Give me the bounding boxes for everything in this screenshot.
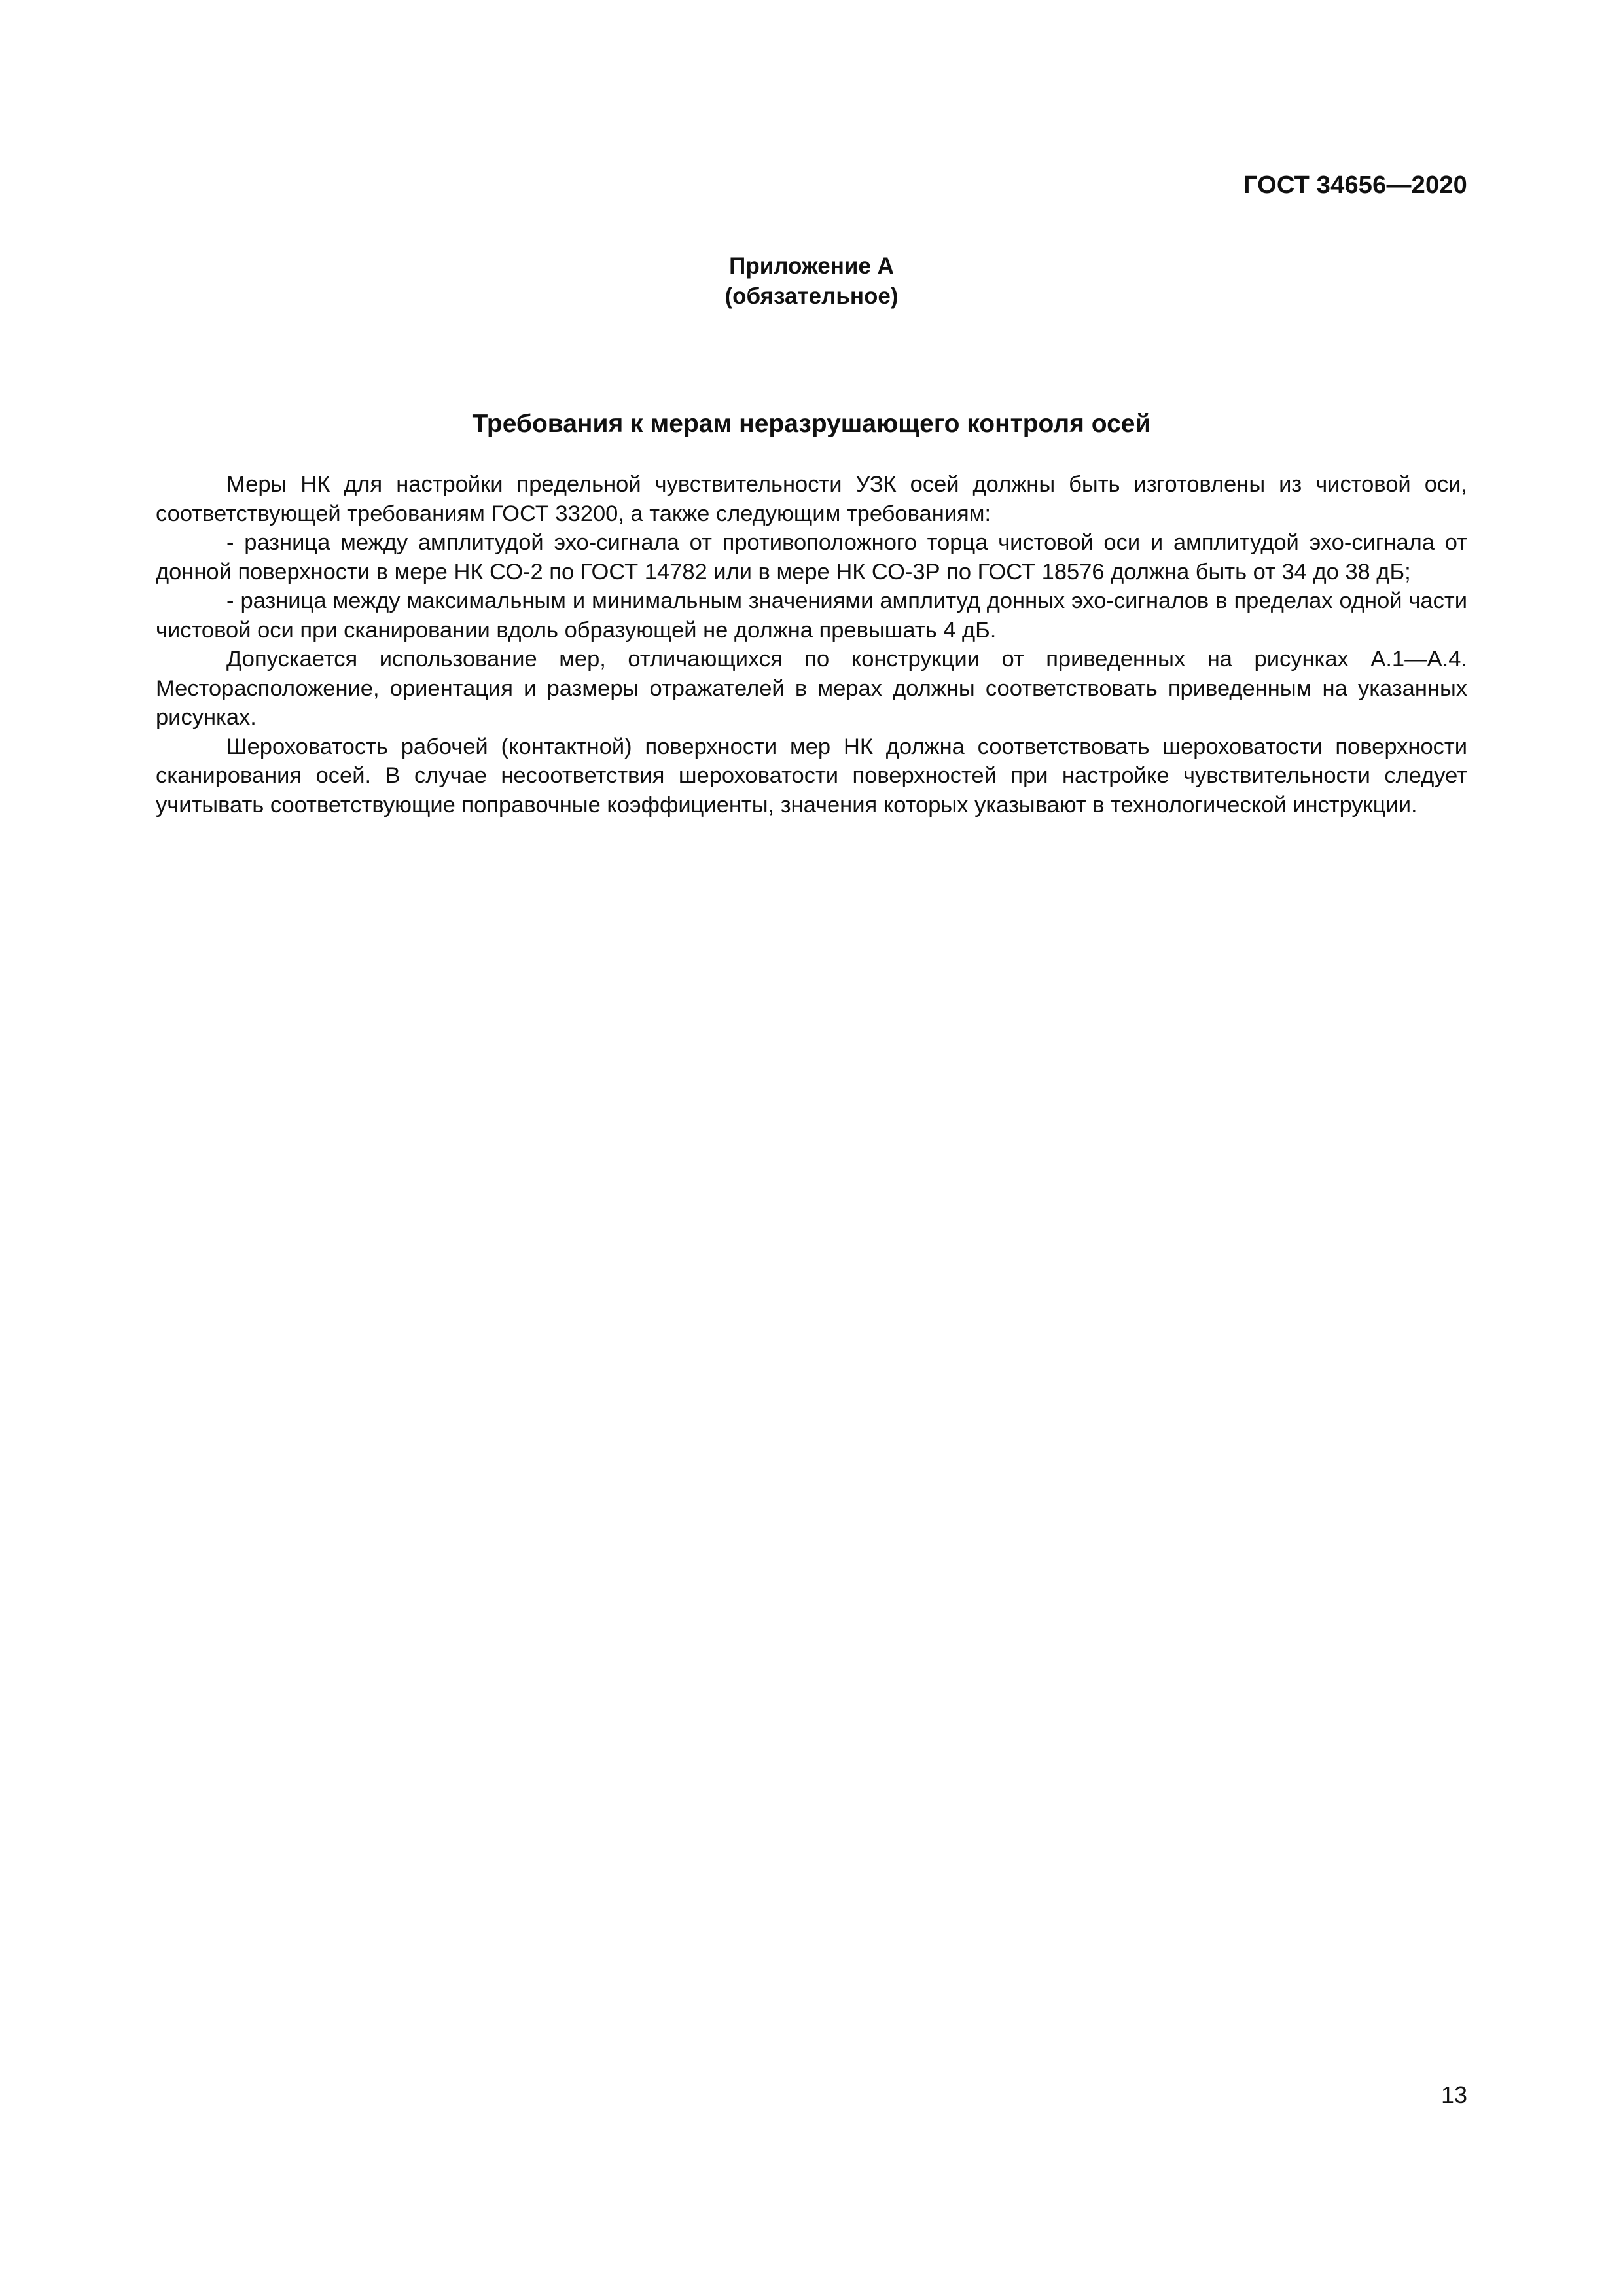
body-text xyxy=(156,470,1467,819)
appendix-title: Приложение А xyxy=(729,253,894,279)
paragraph: Меры НК для настройки предельной чувствительности УЗК осей должны быть изготовлены из чистовой оси, соответствующей требованиям ГОСТ 33200, а также следующим требованиям: xyxy=(156,472,1467,526)
page-number: 13 xyxy=(1440,2081,1467,2108)
section-title: Требования к мерам неразрушающего контроля осей xyxy=(472,410,1151,438)
list-item: - разница между максимальным и минимальным значениями амплитуд донных эхо-сигналов в пределах одной части чистовой оси при сканировании вдоль образующей не должна превышать 4 дБ. xyxy=(156,588,1467,643)
list-item: - разница между амплитудой эхо-сигнала от противоположного торца чистовой оси и амплитудой эхо-сигнала от донной поверхности в мере НК СО-2 по ГОСТ 14782 или в мере НК СО-3Р по ГОСТ 18576 должна быть от 34 до 38 дБ; xyxy=(156,530,1467,584)
paragraph: Допускается использование мер, отличающихся по конструкции от приведенных на рисунках А.1—А.4. Месторасположение, ориентация и размеры отражателей в мерах должны соответствовать приведенным на указанных рисунках. xyxy=(156,647,1467,730)
appendix-status: (обязательное) xyxy=(724,283,899,309)
document-code: ГОСТ 34656—2020 xyxy=(1243,171,1467,199)
paragraph: Шероховатость рабочей (контактной) поверхности мер НК должна соответствовать шероховатости поверхности сканирования осей. В случае несоответствия шероховатости поверхностей при настройке чувствительности следует учитывать соответствующие поправочные коэффициенты, значения которых указывают в технологической инструкции. xyxy=(156,734,1467,817)
appendix-heading xyxy=(0,251,1623,312)
